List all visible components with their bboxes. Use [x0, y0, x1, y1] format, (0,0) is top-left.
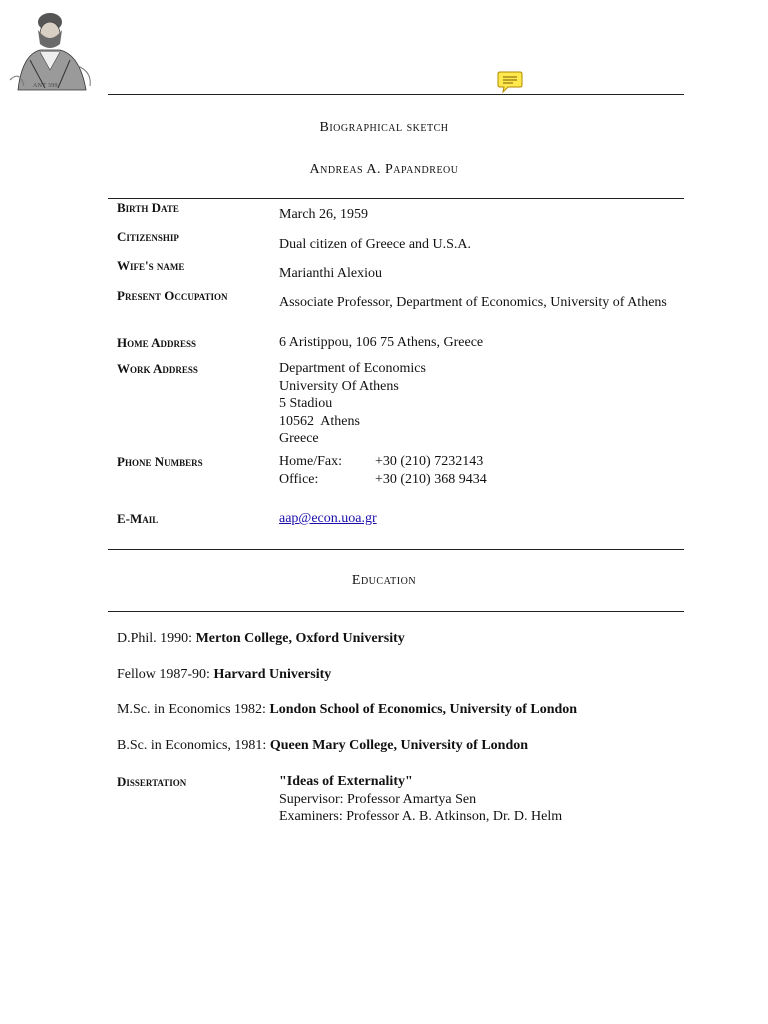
label-citizenship: Citizenship [117, 229, 179, 244]
education-degree: M.Sc. in Economics 1982: [117, 702, 270, 717]
label-present-occupation: Present Occupation [117, 288, 228, 303]
comment-icon[interactable] [497, 70, 523, 94]
value-citizenship: Dual citizen of Greece and U.S.A. [279, 237, 472, 252]
education-institution: Queen Mary College, University of London [269, 738, 529, 753]
label-wife-name: Wife's name [117, 258, 185, 273]
education-item [117, 702, 577, 718]
value-birth-date: March 26, 1959 [279, 207, 369, 222]
value-wife-name: Marianthi Alexiou [279, 266, 383, 281]
value-work-address [279, 360, 679, 448]
dissertation-supervisor: Supervisor: Professor Amartya Sen [279, 791, 477, 807]
education-institution: London School of Economics, University of London [269, 702, 578, 717]
portrait-caption: ΑΝΤ 399 [33, 83, 58, 89]
phone-number: +30 (210) 7232143 [375, 454, 484, 469]
value-home-address: 6 Aristippou, 106 75 Athens, Greece [279, 335, 484, 350]
label-work-address: Work Address [117, 361, 198, 376]
phone-row [279, 453, 679, 471]
phone-type: Office: [279, 471, 319, 487]
label-dissertation: Dissertation [117, 774, 187, 789]
personal-top-rule [108, 198, 684, 199]
phone-row [279, 471, 679, 489]
education-institution: Merton College, Oxford University [195, 631, 405, 646]
education-heading: Education [351, 573, 417, 588]
phone-number: +30 (210) 368 9434 [375, 471, 487, 487]
education-degree: B.Sc. in Economics, 1981: [117, 738, 270, 753]
education-institution: Harvard University [213, 667, 332, 682]
education-degree: Fellow 1987-90: [117, 667, 214, 682]
value-phone-numbers [279, 453, 679, 488]
dissertation-title: "Ideas of Externality" [279, 774, 413, 789]
email-link[interactable]: aap@econ.uoa.gr [279, 511, 377, 526]
value-present-occupation: Associate Professor, Department of Economics, University of Athens [279, 295, 667, 310]
value-email-wrapper [279, 510, 679, 528]
work-address-line: University Of Athens [279, 378, 399, 394]
label-home-address: Home Address [117, 335, 197, 350]
header-rule [108, 94, 684, 95]
value-dissertation [279, 773, 679, 826]
portrait-image [0, 0, 100, 96]
phone-type: Home/Fax: [279, 454, 342, 469]
document-title: Biographical sketch [319, 120, 449, 135]
education-item [117, 667, 331, 683]
work-address-line: 10562 Athens [279, 413, 360, 429]
work-address-line: 5 Stadiou [279, 396, 333, 411]
work-address-line: Greece [279, 431, 319, 446]
label-email: E-Mail [117, 511, 159, 526]
person-name: Andreas A. Papandreou [309, 162, 459, 177]
education-bottom-rule [108, 611, 684, 612]
education-degree: D.Phil. 1990: [117, 631, 196, 646]
education-top-rule [108, 549, 684, 550]
education-item [117, 631, 405, 647]
education-item [117, 738, 528, 754]
label-birth-date: Birth Date [117, 200, 179, 215]
label-phone-numbers: Phone Numbers [117, 454, 203, 469]
work-address-line: Department of Economics [279, 361, 426, 376]
dissertation-examiners: Examiners: Professor A. B. Atkinson, Dr. D. Helm [279, 809, 563, 824]
